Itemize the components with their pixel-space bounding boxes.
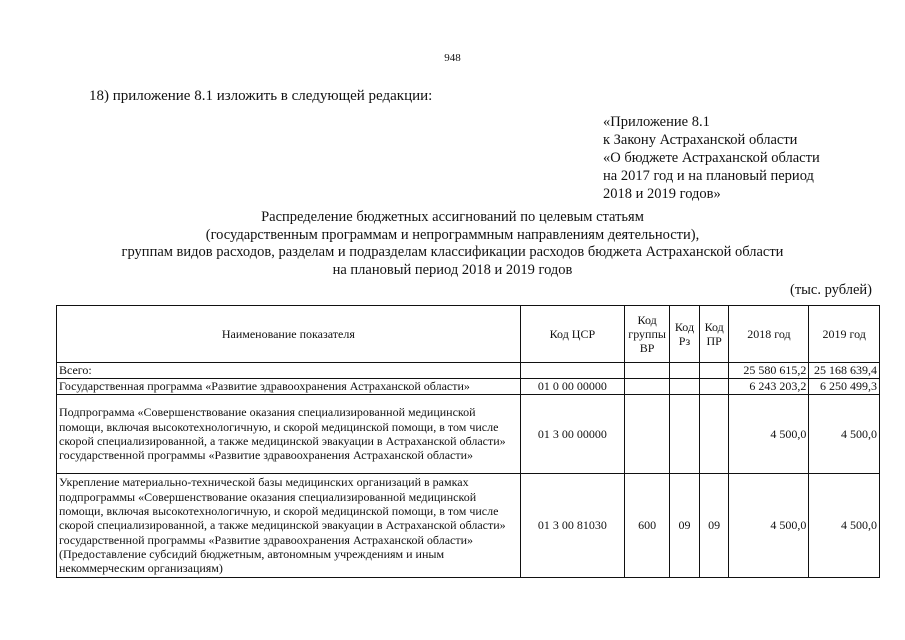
cell-csr: 01 3 00 81030 — [520, 474, 624, 578]
cell-pr — [699, 379, 729, 395]
cell-vr — [625, 363, 670, 379]
instruction-text: 18) приложение 8.1 изложить в следующей редакции: — [89, 88, 433, 104]
cell-rz — [670, 363, 700, 379]
cell-2018: 4 500,0 — [729, 474, 809, 578]
appendix-line: «Приложение 8.1 — [603, 114, 710, 130]
table-row — [57, 379, 880, 395]
header-2019: 2019 год — [809, 306, 880, 363]
page-number: 948 — [444, 52, 461, 64]
cell-csr: 01 0 00 00000 — [520, 379, 624, 395]
title-line: на плановый период 2018 и 2019 годов — [332, 261, 573, 278]
appendix-line: на 2017 год и на плановый период — [603, 168, 814, 184]
budget-table — [56, 305, 880, 578]
cell-csr: 01 3 00 00000 — [520, 395, 624, 474]
table-row — [57, 395, 880, 474]
cell-2018: 6 243 203,2 — [729, 379, 809, 395]
cell-pr — [699, 363, 729, 379]
cell-2018: 25 580 615,2 — [729, 363, 809, 379]
header-rz: Код Рз — [670, 306, 700, 363]
cell-rz — [670, 395, 700, 474]
cell-rz — [670, 379, 700, 395]
cell-pr: 09 — [699, 474, 729, 578]
cell-rz: 09 — [670, 474, 700, 578]
appendix-line: «О бюджете Астраханской области — [603, 150, 820, 166]
appendix-reference — [603, 113, 820, 203]
cell-2019: 25 168 639,4 — [809, 363, 880, 379]
header-name: Наименование показателя — [57, 306, 521, 363]
cell-2018: 4 500,0 — [729, 395, 809, 474]
cell-name: Укрепление материально-технической базы медицинских организаций в рамках подпрограммы «Совершенствование оказания специализированной медицинской помощи, включая высокотехнологичную, и скорой медицинской помощи, в том числе скорой специализированной, а также медицинской эвакуации в Астраханской области» государственной программы «Развитие здравоохранения Астраханской области» (Предоставление субсидий бюджетным, автономным учреждениям и иным некоммерческим организациям) — [57, 474, 521, 578]
cell-2019: 6 250 499,3 — [809, 379, 880, 395]
cell-vr: 600 — [625, 474, 670, 578]
appendix-line: к Закону Астраханской области — [603, 132, 798, 148]
title-line: (государственным программам и непрограммным направлениям деятельности), — [205, 226, 700, 243]
header-pr: Код ПР — [699, 306, 729, 363]
title-line: группам видов расходов, разделам и подразделам классификации расходов бюджета Астраханской области — [121, 244, 784, 260]
document-title — [0, 209, 905, 279]
cell-name: Всего: — [57, 363, 521, 379]
cell-name: Подпрограмма «Совершенствование оказания специализированной медицинской помощи, включая высокотехнологичную, и скорой медицинской помощи, в том числе скорой специализированной, а также медицинской эвакуации в Астраханской области» государственной программы «Развитие здравоохранения Астраханской области» — [57, 395, 521, 474]
cell-csr — [520, 363, 624, 379]
appendix-line: 2018 и 2019 годов» — [603, 186, 721, 202]
table-row — [57, 474, 880, 578]
header-csr: Код ЦСР — [520, 306, 624, 363]
cell-vr — [625, 395, 670, 474]
header-2018: 2018 год — [729, 306, 809, 363]
header-vr: Код группы ВР — [625, 306, 670, 363]
cell-vr — [625, 379, 670, 395]
title-line: Распределение бюджетных ассигнований по целевым статьям — [261, 209, 644, 225]
cell-2019: 4 500,0 — [809, 474, 880, 578]
cell-2019: 4 500,0 — [809, 395, 880, 474]
table-row — [57, 363, 880, 379]
table-header-row — [57, 306, 880, 363]
units-label: (тыс. рублей) — [790, 282, 872, 298]
cell-name: Государственная программа «Развитие здравоохранения Астраханской области» — [57, 379, 521, 395]
cell-pr — [699, 395, 729, 474]
